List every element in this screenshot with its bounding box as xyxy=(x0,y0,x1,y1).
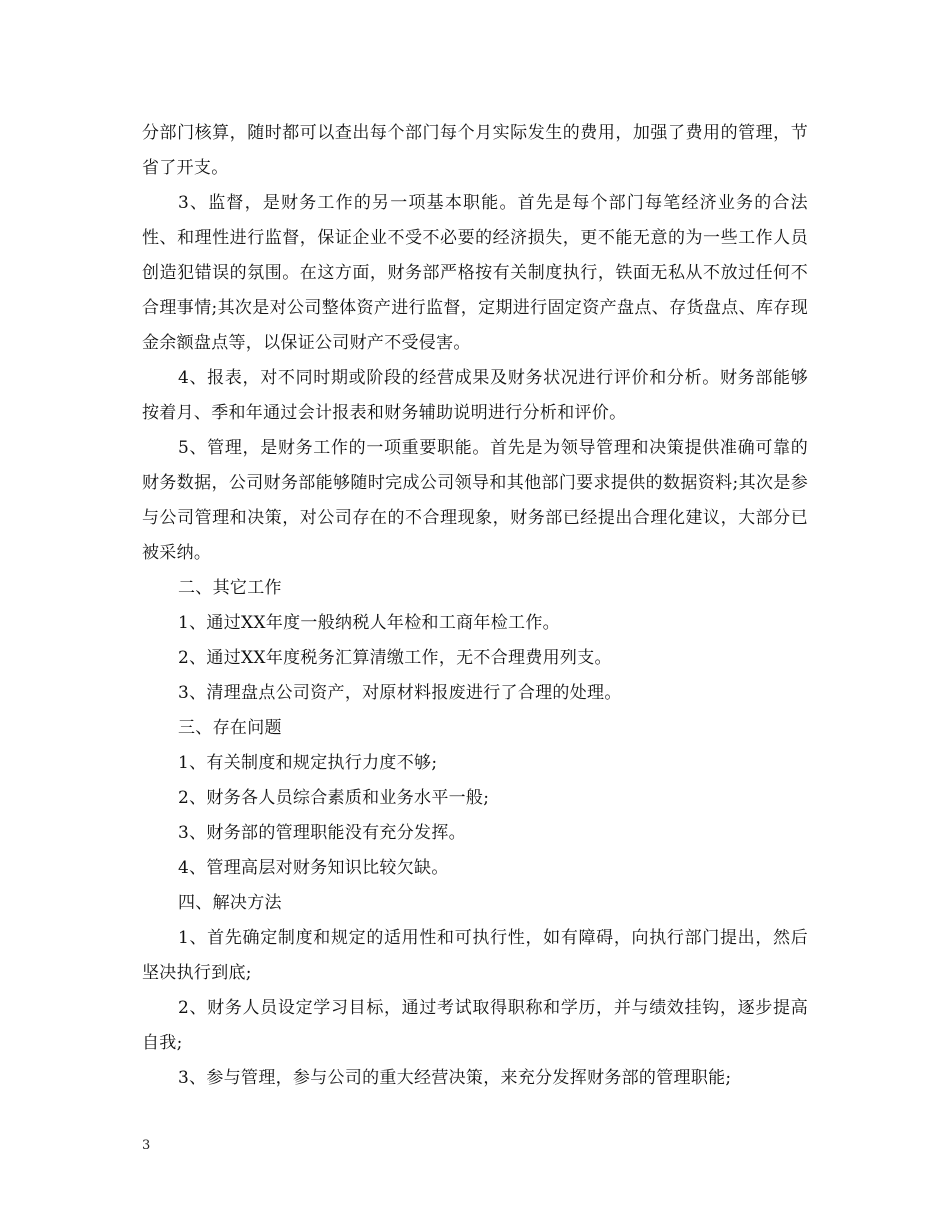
list-item: 4、管理高层对财务知识比较欠缺。 xyxy=(178,858,449,878)
paragraph-continuation: 分部门核算，随时都可以查出每个部门每个月实际发生的费用，加强了费用的管理，节省了开支。 xyxy=(142,123,808,178)
document-body xyxy=(142,116,808,1096)
list-item: 2、财务各人员综合素质和业务水平一般; xyxy=(178,788,490,808)
section-heading-problems: 三、存在问题 xyxy=(178,718,282,738)
list-item: 1、通过XX年度一般纳税人年检和工商年检工作。 xyxy=(178,613,560,633)
section-heading-solutions: 四、解决方法 xyxy=(178,893,282,913)
list-item: 3、财务部的管理职能没有充分发挥。 xyxy=(178,823,466,843)
list-item: 3、参与管理，参与公司的重大经营决策，来充分发挥财务部的管理职能; xyxy=(178,1068,732,1088)
list-item: 3、清理盘点公司资产，对原材料报废进行了合理的处理。 xyxy=(178,683,622,703)
paragraph-supervision: 3、监督，是财务工作的另一项基本职能。首先是每个部门每笔经济业务的合法性、和理性进行监督，保证企业不受不必要的经济损失，更不能无意的为一些工作人员创造犯错误的氛围。在这方面，财务部严格按有关制度执行，铁面无私从不放过任何不合理事情;其次是对公司整体资产进行监督，定期进行固定资产盘点、存货盘点、库存现金余额盘点等，以保证公司财产不受侵害。 xyxy=(142,193,808,353)
list-item: 1、有关制度和规定执行力度不够; xyxy=(178,753,438,773)
list-item: 2、通过XX年度税务汇算清缴工作，无不合理费用列支。 xyxy=(178,648,612,668)
section-heading-other-work: 二、其它工作 xyxy=(178,578,282,598)
list-item: 2、财务人员设定学习目标，通过考试取得职称和学历，并与绩效挂钩，逐步提高自我; xyxy=(142,998,808,1053)
paragraph-management: 5、管理，是财务工作的一项重要职能。首先是为领导管理和决策提供准确可靠的财务数据，公司财务部能够随时完成公司领导和其他部门要求提供的数据资料;其次是参与公司管理和决策，对公司存在的不合理现象，财务部已经提出合理化建议，大部分已被采纳。 xyxy=(142,438,808,563)
paragraph-reports: 4、报表，对不同时期或阶段的经营成果及财务状况进行评价和分析。财务部能够按着月、季和年通过会计报表和财务辅助说明进行分析和评价。 xyxy=(142,368,808,423)
list-item: 1、首先确定制度和规定的适用性和可执行性，如有障碍，向执行部门提出，然后坚决执行到底; xyxy=(142,928,808,983)
page-number: 3 xyxy=(142,1138,151,1153)
